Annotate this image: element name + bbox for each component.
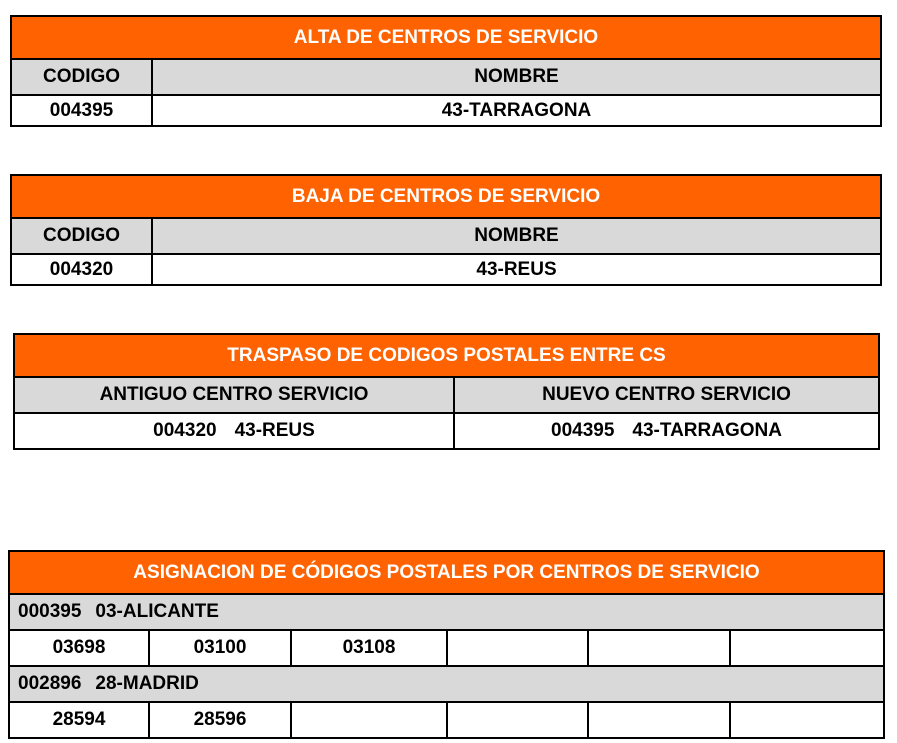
baja-nombre: 43-REUS (152, 254, 881, 285)
postal-code-cell (447, 702, 588, 738)
baja-col-codigo: CODIGO (11, 218, 152, 254)
postal-code-cell (730, 630, 884, 666)
baja-col-nombre: NOMBRE (152, 218, 881, 254)
alta-col-codigo: CODIGO (11, 59, 152, 95)
group-nombre: 28-MADRID (95, 673, 199, 694)
asignacion-group-header (9, 666, 884, 702)
postal-code-cell: 03698 (9, 630, 149, 666)
traspaso-nuevo-cell (454, 413, 879, 449)
group-codigo: 002896 (18, 673, 82, 694)
postal-code-cell (588, 630, 730, 666)
alta-table (10, 15, 882, 127)
postal-code-cell: 03100 (149, 630, 291, 666)
baja-codigo: 004320 (11, 254, 152, 285)
traspaso-nuevo-nombre: 43-TARRAGONA (632, 420, 782, 441)
asignacion-group-header (9, 594, 884, 630)
postal-code-cell (291, 702, 447, 738)
postal-code-cell (588, 702, 730, 738)
group-nombre: 03-ALICANTE (95, 601, 219, 622)
traspaso-col-antiguo: ANTIGUO CENTRO SERVICIO (14, 377, 454, 413)
baja-table (10, 174, 882, 286)
postal-code-cell (730, 702, 884, 738)
traspaso-nuevo-codigo: 004395 (551, 420, 615, 441)
traspaso-antiguo-nombre: 43-REUS (234, 420, 315, 441)
alta-col-nombre: NOMBRE (152, 59, 881, 95)
postal-code-cell: 28594 (9, 702, 149, 738)
traspaso-antiguo-cell (14, 413, 454, 449)
postal-code-cell: 28596 (149, 702, 291, 738)
baja-title: BAJA DE CENTROS DE SERVICIO (11, 175, 881, 218)
alta-title: ALTA DE CENTROS DE SERVICIO (11, 16, 881, 59)
traspaso-antiguo-codigo: 004320 (153, 420, 217, 441)
postal-code-cell (447, 630, 588, 666)
alta-nombre: 43-TARRAGONA (152, 95, 881, 126)
postal-code-cell: 03108 (291, 630, 447, 666)
asignacion-table (8, 550, 885, 739)
traspaso-title: TRASPASO DE CODIGOS POSTALES ENTRE CS (14, 334, 879, 377)
alta-codigo: 004395 (11, 95, 152, 126)
traspaso-col-nuevo: NUEVO CENTRO SERVICIO (454, 377, 879, 413)
group-codigo: 000395 (18, 601, 82, 622)
asignacion-title: ASIGNACION DE CÓDIGOS POSTALES POR CENTROS DE SERVICIO (9, 551, 884, 594)
traspaso-table (13, 333, 880, 450)
